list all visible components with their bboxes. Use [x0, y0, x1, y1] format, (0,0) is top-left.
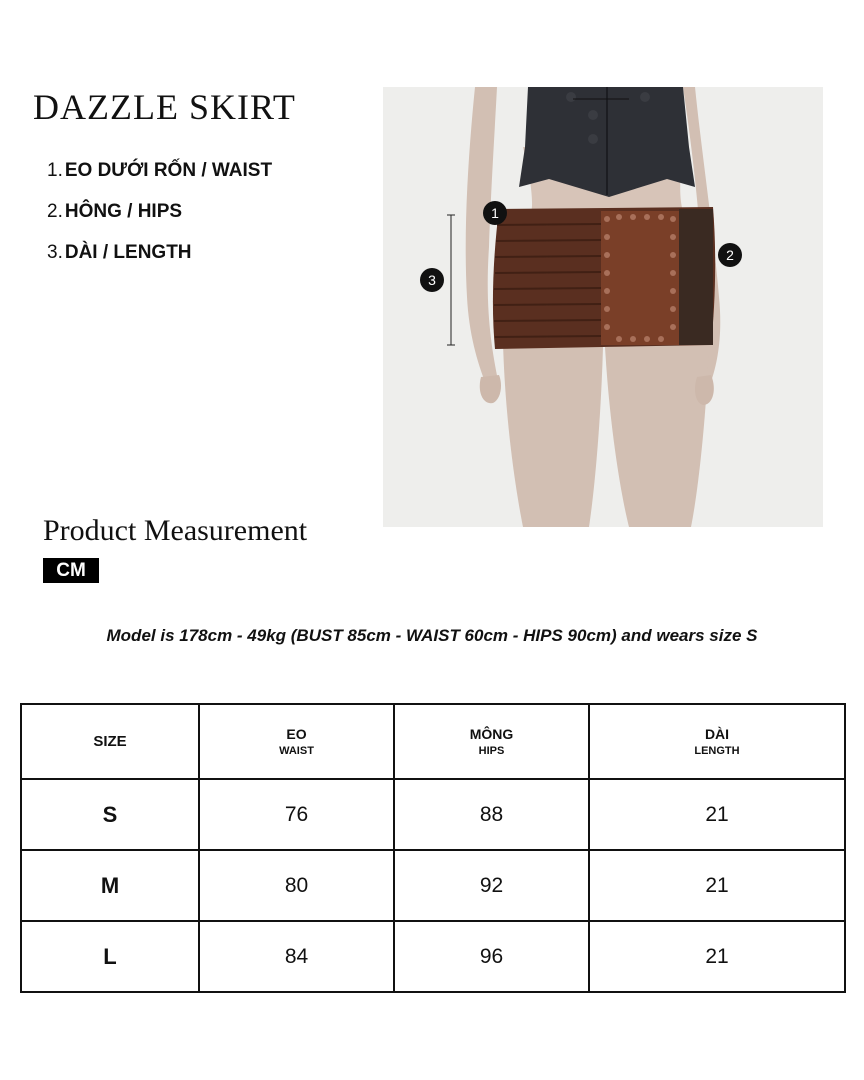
point-number: 1.: [47, 160, 63, 181]
header-waist: EO WAIST: [199, 704, 394, 779]
measurement-points-list: [47, 160, 272, 283]
length-marker: [420, 268, 444, 292]
table-row: [21, 850, 845, 921]
measurement-point: [47, 201, 272, 242]
waist-cell: 76: [199, 779, 394, 850]
table-row: [21, 921, 845, 992]
waist-marker: [483, 201, 507, 225]
measurement-point: [47, 242, 272, 283]
waist-cell: 80: [199, 850, 394, 921]
marker-number: 2: [726, 247, 734, 263]
size-cell: S: [21, 779, 199, 850]
size-cell: L: [21, 921, 199, 992]
table-header-row: [21, 704, 845, 779]
length-cell: 21: [589, 921, 845, 992]
length-cell: 21: [589, 850, 845, 921]
table-row: [21, 779, 845, 850]
length-cell: 21: [589, 779, 845, 850]
point-number: 3.: [47, 242, 63, 263]
waist-cell: 84: [199, 921, 394, 992]
header-size: SIZE: [21, 704, 199, 779]
hips-marker: [718, 243, 742, 267]
marker-number: 1: [491, 205, 499, 221]
size-chart-table: [20, 703, 846, 993]
size-cell: M: [21, 850, 199, 921]
unit-badge: CM: [43, 558, 99, 583]
section-title: Product Measurement: [43, 514, 308, 547]
point-label: HÔNG / HIPS: [64, 201, 183, 222]
hips-cell: 92: [394, 850, 589, 921]
point-label: DÀI / LENGTH: [64, 242, 192, 263]
hips-cell: 96: [394, 921, 589, 992]
hips-cell: 88: [394, 779, 589, 850]
header-hips: MÔNG HIPS: [394, 704, 589, 779]
measurement-point: [47, 160, 272, 201]
skirt-model-illustration: [383, 87, 823, 527]
product-photo: [383, 87, 823, 527]
model-note: Model is 178cm - 49kg (BUST 85cm - WAIST 60cm - HIPS 90cm) and wears size S: [106, 626, 758, 645]
header-length: DÀI LENGTH: [589, 704, 845, 779]
product-title: DAZZLE SKIRT: [33, 87, 296, 127]
marker-number: 3: [428, 272, 436, 288]
point-number: 2.: [47, 201, 63, 222]
point-label: EO DƯỚI RỐN / WAIST: [64, 160, 273, 181]
